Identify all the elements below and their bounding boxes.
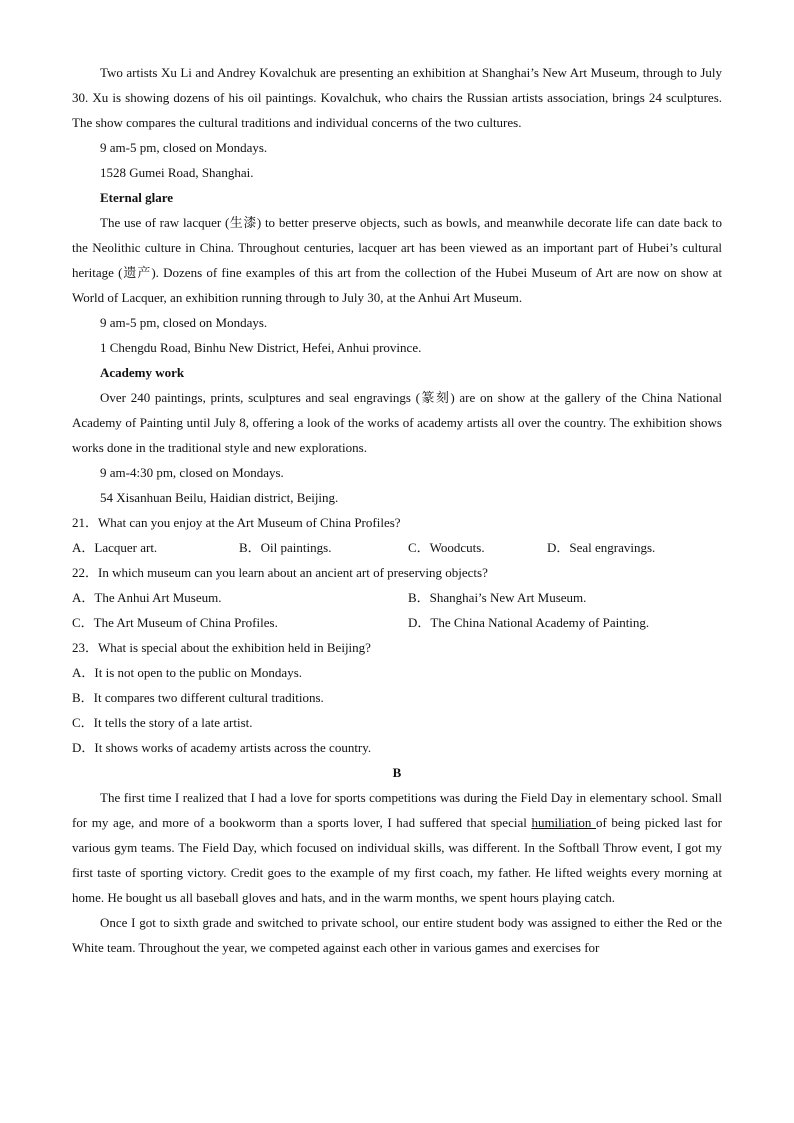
q22-option-c: C．The Art Museum of China Profiles.: [72, 615, 278, 630]
q23-option-c: C．It tells the story of a late artist.: [72, 715, 253, 730]
exhibit2-title: Eternal glare: [100, 190, 174, 205]
question-21-stem: 21．What can you enjoy at the Art Museum of China Profiles?: [72, 515, 401, 530]
q21-option-b: B．Oil paintings.: [239, 540, 332, 555]
question-22-options-row2: [72, 610, 722, 635]
exhibit3-hours: 9 am-4:30 pm, closed on Mondays.: [100, 465, 284, 480]
exhibit1-paragraph: Two artists Xu Li and Andrey Kovalchuk are presenting an exhibition at Shanghai’s New Art Museum, through to July 30. Xu is showing dozens of his oil paintings. Kovalchuk, who chairs the Russian artists association, brings 24 sculptures. The show compares the cultural traditions and individual concerns of the two cultures.: [72, 65, 722, 130]
section-b-paragraph-2: Once I got to sixth grade and switched to private school, our entire student body was assigned to either the Red or the White team. Throughout the year, we competed against each other in various games and exercises for: [72, 915, 722, 955]
q22-option-b: B．Shanghai’s New Art Museum.: [408, 590, 587, 605]
section-b-paragraph-1: [72, 785, 722, 910]
document-page: [72, 60, 722, 960]
question-22-options-row1: [72, 585, 722, 610]
p1-underlined-word: humiliation: [531, 815, 596, 830]
exhibit1-address: 1528 Gumei Road, Shanghai.: [100, 165, 254, 180]
exhibit3-paragraph: Over 240 paintings, prints, sculptures and seal engravings (篆刻) are on show at the gallery of the China National Academy of Painting until July 8, offering a look of the works of academy artists all over the country. The exhibition shows works done in the traditional style and new explorations.: [72, 390, 722, 455]
exhibit1-hours: 9 am-5 pm, closed on Mondays.: [100, 140, 268, 155]
q21-option-a: A．Lacquer art.: [72, 540, 158, 555]
exhibit3-address: 54 Xisanhuan Beilu, Haidian district, Beijing.: [100, 490, 339, 505]
q22-option-a: A．The Anhui Art Museum.: [72, 590, 222, 605]
section-b-title: B: [392, 765, 402, 780]
question-23-stem: 23．What is special about the exhibition held in Beijing?: [72, 640, 371, 655]
q21-option-d: D．Seal engravings.: [547, 540, 656, 555]
exhibit2-address: 1 Chengdu Road, Binhu New District, Hefei, Anhui province.: [100, 340, 422, 355]
question-22-stem: 22．In which museum can you learn about an ancient art of preserving objects?: [72, 565, 488, 580]
q23-option-a: A．It is not open to the public on Mondays.: [72, 665, 303, 680]
q22-option-d: D．The China National Academy of Painting.: [408, 615, 650, 630]
p1-text-before: The first time I realized that I had a love for sports competitions was during the Field Day in elementary school. Small for my age, and more of a bookworm than a sports lover, I had suffered that special: [72, 790, 722, 830]
exhibit3-title: Academy work: [100, 365, 185, 380]
q23-option-b: B．It compares two different cultural traditions.: [72, 690, 324, 705]
p1-text-after: of being picked last for various gym teams. The Field Day, which focused on individual skills, was different. In the Softball Throw event, I got my first taste of sporting victory. Credit goes to the example of my first coach, my father. He lifted weights every morning at home. He bought us all baseball gloves and hats, and in the warm months, we spent hours playing catch.: [72, 815, 722, 905]
exhibit2-paragraph: The use of raw lacquer (生漆) to better preserve objects, such as bowls, and meanwhile decorate life can date back to the Neolithic culture in China. Throughout centuries, lacquer art has been viewed as an important part of Hubei’s cultural heritage (遗产). Dozens of fine examples of this art from the collection of the Hubei Museum of Art are now on show at World of Lacquer, an exhibition running through to July 30, at the Anhui Art Museum.: [72, 215, 722, 305]
q21-option-c: C．Woodcuts.: [408, 540, 485, 555]
question-21-options: [72, 535, 722, 560]
q23-option-d: D．It shows works of academy artists across the country.: [72, 740, 372, 755]
exhibit2-hours: 9 am-5 pm, closed on Mondays.: [100, 315, 268, 330]
